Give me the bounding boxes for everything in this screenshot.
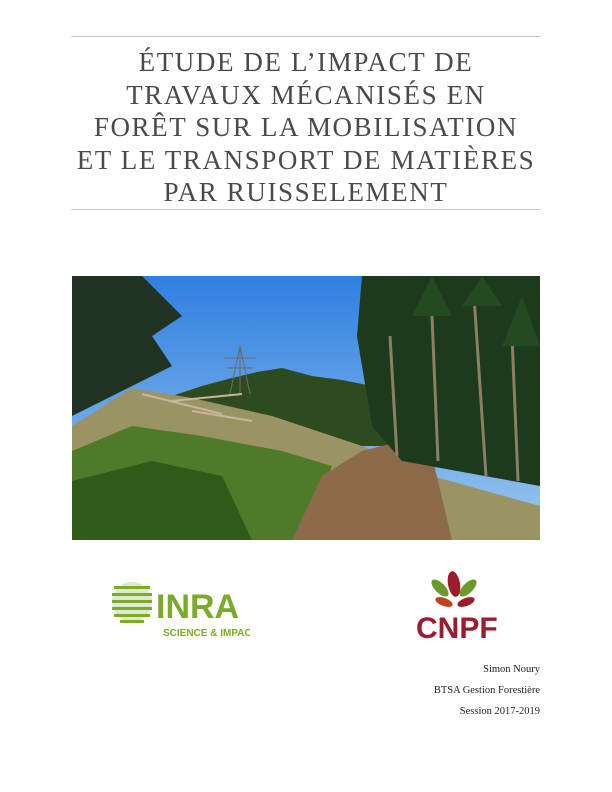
svg-text:INRA: INRA (156, 588, 240, 626)
author-block (434, 664, 540, 727)
svg-text:CNPF: CNPF (416, 612, 498, 644)
bottom-rule (71, 209, 541, 210)
author-name: Simon Noury (483, 664, 540, 675)
session-years: Session 2017-2019 (459, 706, 540, 717)
cnpf-logo (410, 566, 500, 644)
document-title (71, 46, 541, 209)
title-line: PAR RUISSELEMENT (163, 177, 449, 207)
title-line: TRAVAUX MÉCANISÉS EN (126, 79, 486, 110)
top-rule (71, 36, 541, 37)
svg-text:SCIENCE & IMPACT: SCIENCE & IMPACT (163, 628, 250, 639)
title-line: ÉTUDE DE L’IMPACT DE (138, 47, 474, 77)
program-name: BTSA Gestion Forestière (433, 685, 540, 696)
cover-photo (72, 276, 540, 540)
inra-logo (110, 576, 250, 646)
title-line: ET LE TRANSPORT DE MATIÈRES (76, 144, 536, 175)
title-line: FORÊT SUR LA MOBILISATION (93, 112, 519, 142)
